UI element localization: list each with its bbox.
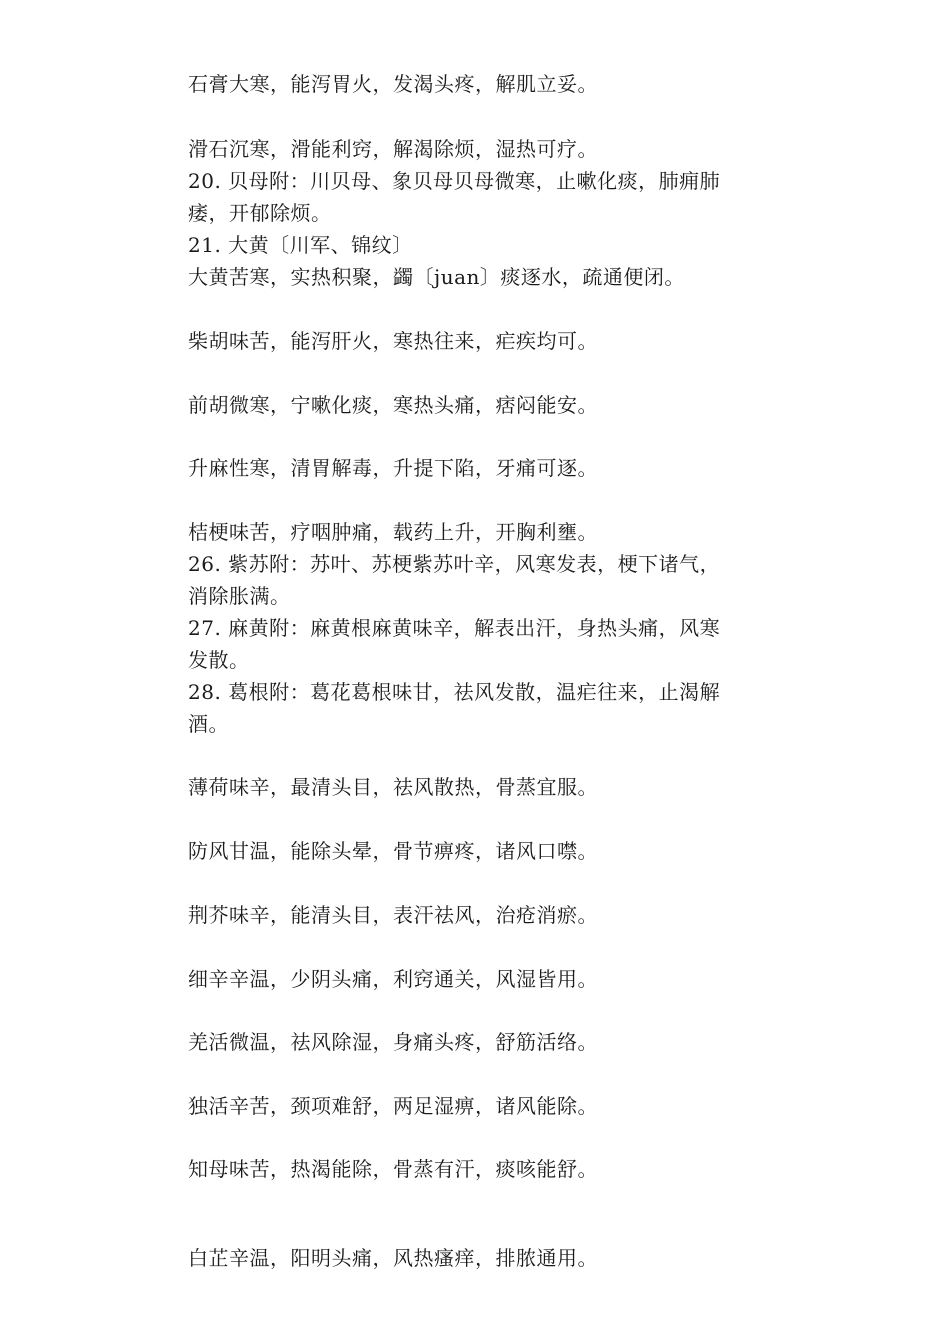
text-line-zisu-cont: 消除胀满。	[188, 584, 291, 608]
text-line-duhuo: 独活辛苦，颈项难舒，两足湿痹，诸风能除。	[188, 1094, 598, 1118]
text-line-xixin: 细辛辛温，少阴头痛，利窍通关，风湿皆用。	[188, 967, 598, 991]
text-line-qianhu: 前胡微寒，宁嗽化痰，寒热头痛，痞闷能安。	[188, 393, 598, 417]
text-line-shengma: 升麻性寒，清胃解毒，升提下陷，牙痛可逐。	[188, 456, 598, 480]
text-line-gegen-cont: 酒。	[188, 712, 229, 736]
text-line-zhimu: 知母味苦，热渴能除，骨蒸有汗，痰咳能舒。	[188, 1157, 598, 1181]
text-line-beimu-cont: 痿，开郁除烦。	[188, 201, 332, 225]
text-line-dahuang-21: 21. 大黄〔川军、锦纹〕	[188, 233, 413, 257]
text-line-dahuang: 大黄苦寒，实热积聚，蠲〔juan〕痰逐水，疏通便闭。	[188, 265, 685, 289]
text-line-gegen-28: 28. 葛根附：葛花葛根味甘，祛风发散，温疟往来，止渴解	[188, 680, 721, 704]
text-line-mahuang-cont: 发散。	[188, 648, 250, 672]
text-line-chaihu: 柴胡味苦，能泻肝火，寒热往来，疟疾均可。	[188, 329, 598, 353]
text-line-jingjie: 荆芥味辛，能清头目，表汗祛风，治疮消瘀。	[188, 903, 598, 927]
text-line-qianghuo: 羌活微温，祛风除湿，身痛头疼，舒筋活络。	[188, 1030, 598, 1054]
text-line-fangfeng: 防风甘温，能除头晕，骨节痹疼，诸风口噤。	[188, 839, 598, 863]
text-line-zisu-26: 26. 紫苏附：苏叶、苏梗紫苏叶辛，风寒发表，梗下诸气，	[188, 552, 721, 576]
text-line-beimu-20: 20. 贝母附：川贝母、象贝母贝母微寒，止嗽化痰，肺痈肺	[188, 169, 721, 193]
text-line-huashi: 滑石沉寒，滑能利窍，解渴除烦，湿热可疗。	[188, 137, 598, 161]
text-line-jiegeng: 桔梗味苦，疗咽肿痛，载药上升，开胸利壅。	[188, 520, 598, 544]
text-line-baizhi: 白芷辛温，阳明头痛，风热瘙痒，排脓通用。	[188, 1246, 598, 1270]
text-line-bohe: 薄荷味辛，最清头目，祛风散热，骨蒸宜服。	[188, 775, 598, 799]
text-line-mahuang-27: 27. 麻黄附：麻黄根麻黄味辛，解表出汗，身热头痛，风寒	[188, 616, 721, 640]
text-line-shigao: 石膏大寒，能泻胃火，发渴头疼，解肌立妥。	[188, 72, 598, 96]
